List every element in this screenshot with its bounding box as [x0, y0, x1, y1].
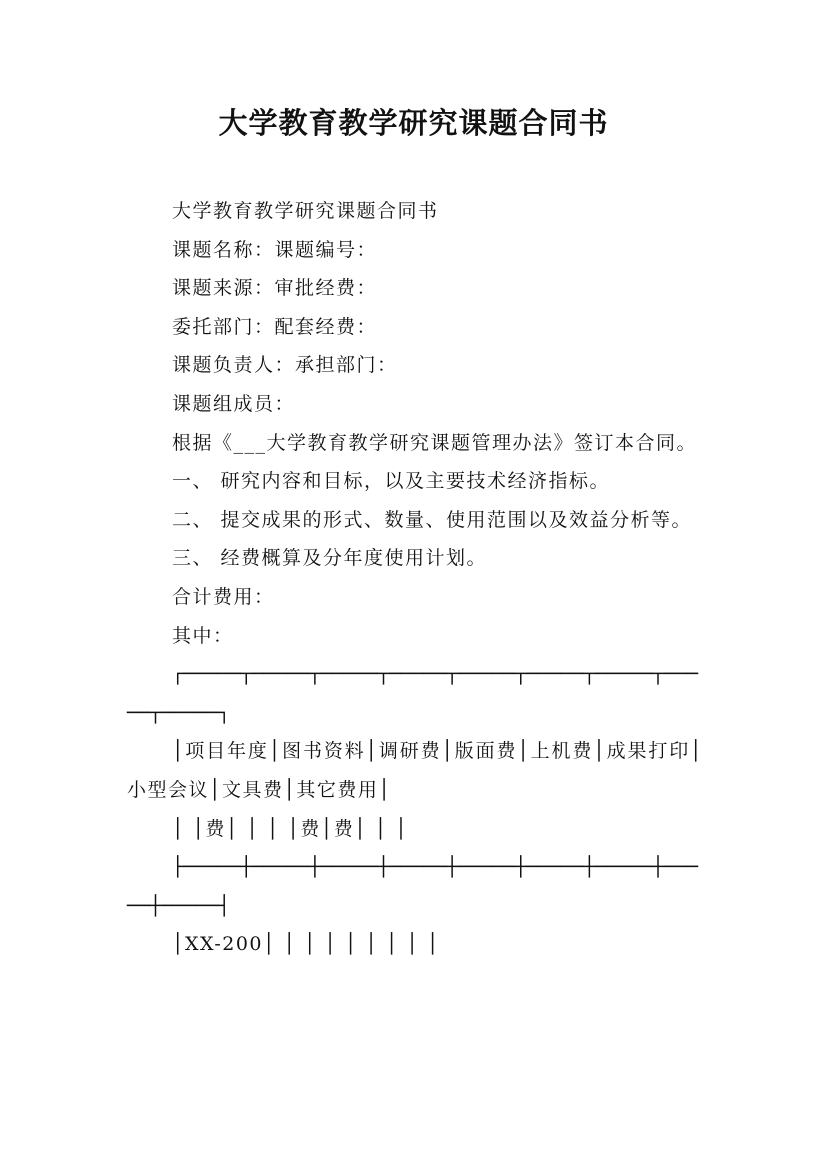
body-line-section-two: 二、 提交成果的形式、数量、使用范围以及效益分析等。 — [172, 508, 693, 531]
table-border-middle: ├─────┼─────┼─────┼─────┼─────┼─────┼─────┼─────┼─────┤ — [127, 856, 699, 917]
body-line-team-members: 课题组成员： — [172, 392, 296, 415]
body-line-section-three: 三、 经费概算及分年度使用计划。 — [172, 547, 488, 570]
table-header-row: │项目年度│图书资料│调研费│版面费│上机费│成果打印│小型会议│文具费│其它费用│ — [127, 740, 703, 801]
table-header-row-continued: │ │费│ │ │ │费│费│ │ │ — [172, 817, 409, 840]
body-line-project-source: 课题来源：审批经费： — [172, 277, 378, 300]
document-body — [127, 192, 703, 964]
body-line-project-name: 课题名称：课题编号： — [172, 238, 378, 261]
table-border-top: ┌─────┬─────┬─────┬─────┬─────┬─────┬─────┬─────┬─────┐ — [127, 663, 699, 724]
table-data-row: │XX-200│ │ │ │ │ │ │ │ │ — [172, 933, 440, 956]
body-line-section-one: 一、 研究内容和目标，以及主要技术经济指标。 — [172, 470, 611, 493]
body-line-among-which: 其中： — [172, 624, 234, 647]
body-line-project-leader: 课题负责人：承担部门： — [172, 354, 398, 377]
body-line-commissioning-dept: 委托部门：配套经费： — [172, 315, 378, 338]
document-title: 大学教育教学研究课题合同书 — [218, 106, 609, 140]
body-line-total-cost: 合计费用： — [172, 585, 275, 608]
body-line-agreement-basis: 根据《___大学教育教学研究课题管理办法》签订本合同。 — [172, 431, 698, 454]
body-line-heading: 大学教育教学研究课题合同书 — [172, 200, 439, 222]
